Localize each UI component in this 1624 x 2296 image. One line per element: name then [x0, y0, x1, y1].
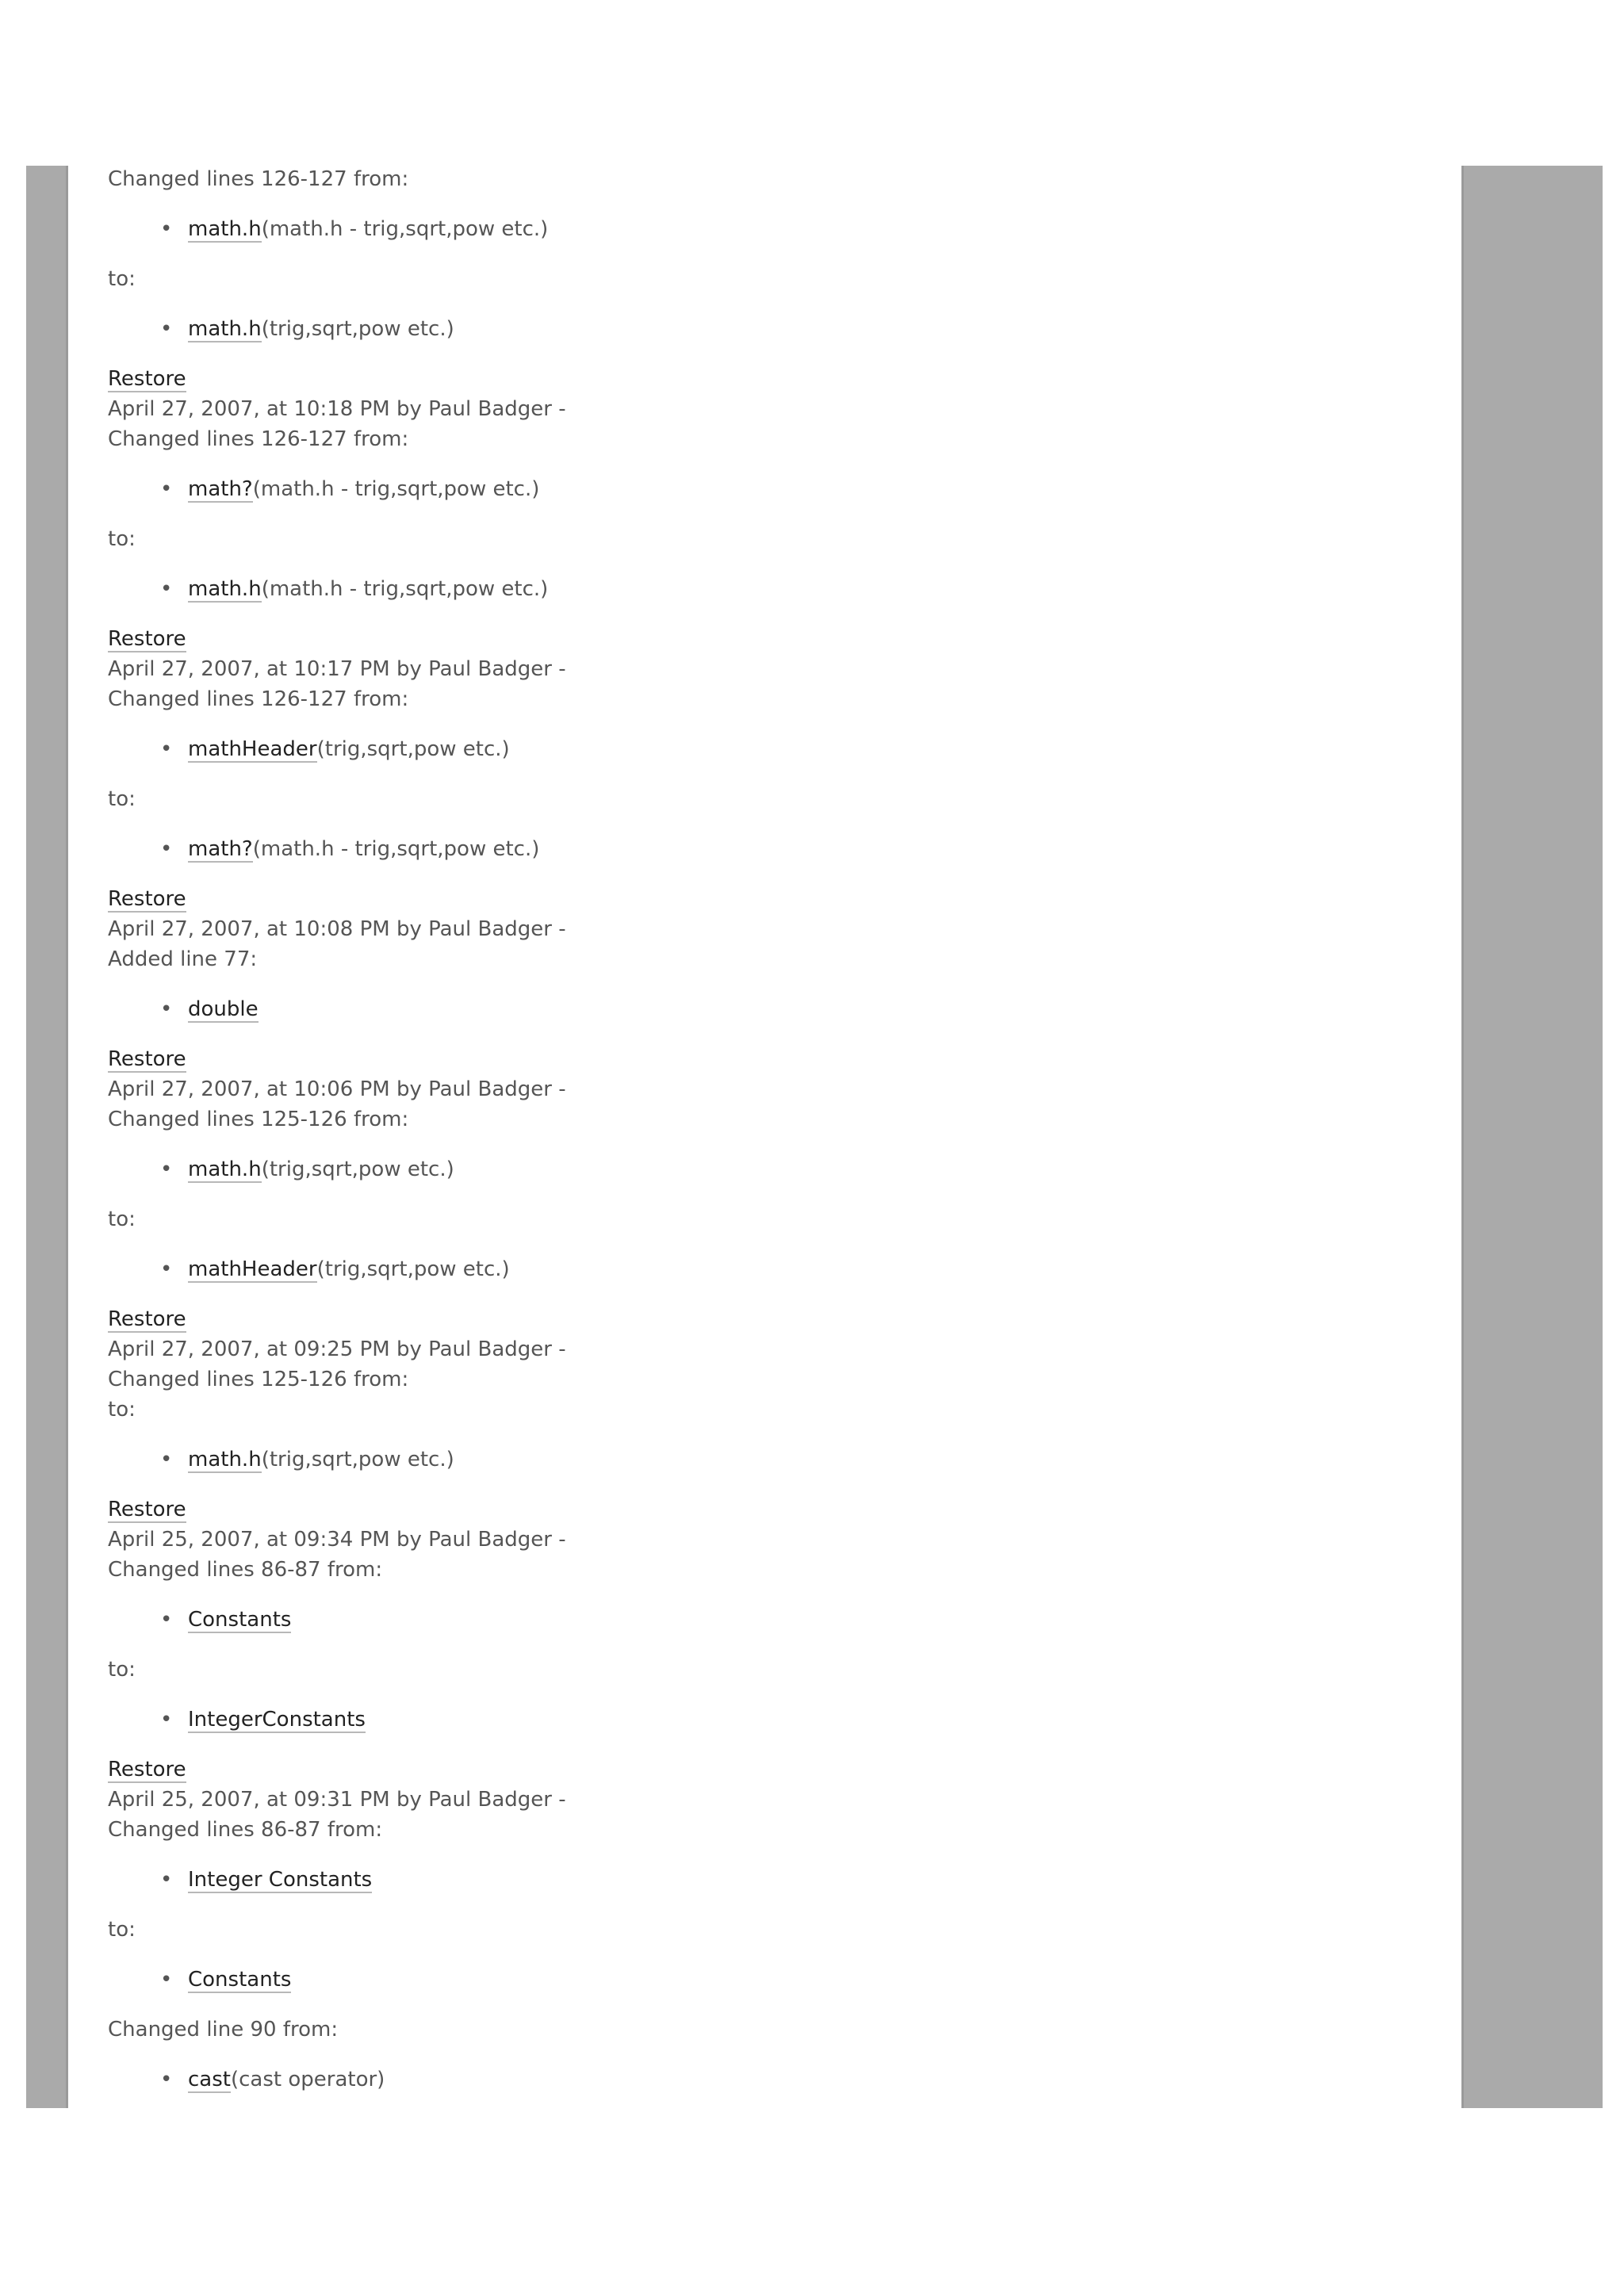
list-item: [108, 1154, 1440, 1184]
diff-to-list: [108, 834, 1440, 864]
to-label: to:: [108, 1658, 136, 1682]
bullet-icon: •: [160, 1868, 173, 1892]
list-item: [108, 314, 1440, 344]
diff-from-list: [108, 2064, 1440, 2095]
page-history-content: [108, 164, 1440, 2095]
item-description: (trig,sqrt,pow etc.): [316, 737, 510, 761]
item-description: (trig,sqrt,pow etc.): [316, 1257, 510, 1281]
revision-meta: April 27, 2007, at 10:17 PM by Paul Badger -: [108, 657, 566, 681]
wiki-link[interactable]: math.h: [188, 1448, 262, 1471]
bullet-icon: •: [160, 2068, 173, 2091]
wiki-link[interactable]: Constants: [188, 1608, 292, 1632]
history-entry: [108, 1525, 1440, 1785]
wiki-link[interactable]: cast: [188, 2068, 231, 2091]
to-label: to:: [108, 1207, 136, 1231]
item-description: (trig,sqrt,pow etc.): [261, 317, 454, 341]
diff-from-list: [108, 734, 1440, 764]
diff-to-list: [108, 1705, 1440, 1735]
diff-from-list: [108, 1154, 1440, 1184]
restore-link[interactable]: Restore: [108, 1047, 186, 1071]
diff-to-list: [108, 1254, 1440, 1284]
bullet-icon: •: [160, 1448, 173, 1471]
change-description: Changed lines 126-127 from:: [108, 687, 409, 711]
history-entry: [108, 1334, 1440, 1525]
revision-meta: April 27, 2007, at 10:06 PM by Paul Badger -: [108, 1077, 566, 1101]
item-description: (math.h - trig,sqrt,pow etc.): [252, 837, 540, 861]
bullet-icon: •: [160, 1158, 173, 1181]
list-item: [108, 1445, 1440, 1475]
wiki-link[interactable]: math?: [188, 837, 253, 861]
bullet-icon: •: [160, 737, 173, 761]
bullet-icon: •: [160, 577, 173, 601]
change-description: Changed lines 125-126 from:: [108, 1108, 409, 1131]
diff-to-list: [108, 1445, 1440, 1475]
restore-link[interactable]: Restore: [108, 1758, 186, 1781]
restore-link[interactable]: Restore: [108, 887, 186, 911]
wiki-link[interactable]: Constants: [188, 1968, 292, 1992]
right-sidebar-bar: [1461, 166, 1603, 2108]
revision-meta: April 27, 2007, at 10:08 PM by Paul Badger -: [108, 917, 566, 941]
diff-from-list: [108, 1605, 1440, 1635]
list-item: [108, 734, 1440, 764]
bullet-icon: •: [160, 217, 173, 241]
diff-to-list: [108, 314, 1440, 344]
bullet-icon: •: [160, 837, 173, 861]
history-entry: [108, 394, 1440, 654]
bullet-icon: •: [160, 1608, 173, 1632]
to-label: to:: [108, 1398, 136, 1422]
revision-meta: April 25, 2007, at 09:34 PM by Paul Badger -: [108, 1528, 566, 1552]
left-sidebar-bar: [26, 166, 68, 2108]
list-item: [108, 2064, 1440, 2095]
change-description: Changed lines 86-87 from:: [108, 1558, 383, 1582]
diff-from-list: [108, 474, 1440, 504]
history-entry: [108, 1074, 1440, 1334]
change-description: Changed lines 86-87 from:: [108, 1818, 383, 1842]
wiki-link[interactable]: mathHeader: [188, 1257, 317, 1281]
list-item: [108, 834, 1440, 864]
history-entry: [108, 164, 1440, 394]
history-entry: [108, 1785, 1440, 2095]
bullet-icon: •: [160, 1708, 173, 1732]
item-description: (math.h - trig,sqrt,pow etc.): [261, 217, 549, 241]
change-description: Changed lines 125-126 from:: [108, 1368, 409, 1391]
to-label: to:: [108, 267, 136, 291]
diff-from-list: [108, 214, 1440, 244]
change-description: Changed lines 126-127 from:: [108, 167, 409, 191]
item-description: (math.h - trig,sqrt,pow etc.): [252, 477, 540, 501]
diff-from-list: [108, 1865, 1440, 1895]
list-item: [108, 1605, 1440, 1635]
bullet-icon: •: [160, 477, 173, 501]
bullet-icon: •: [160, 1968, 173, 1992]
diff-to-list: [108, 1965, 1440, 1995]
bullet-icon: •: [160, 997, 173, 1021]
list-item: [108, 1705, 1440, 1735]
history-entry: [108, 914, 1440, 1074]
bullet-icon: •: [160, 317, 173, 341]
change-description: Changed lines 126-127 from:: [108, 427, 409, 451]
restore-link[interactable]: Restore: [108, 1498, 186, 1521]
diff-added-list: [108, 994, 1440, 1024]
wiki-link[interactable]: math.h: [188, 1158, 262, 1181]
to-label: to:: [108, 787, 136, 811]
wiki-link[interactable]: math.h: [188, 577, 262, 601]
item-description: (math.h - trig,sqrt,pow etc.): [261, 577, 549, 601]
list-item: [108, 994, 1440, 1024]
wiki-link[interactable]: math?: [188, 477, 253, 501]
item-description: (trig,sqrt,pow etc.): [261, 1448, 454, 1471]
list-item: [108, 1254, 1440, 1284]
item-description: (cast operator): [230, 2068, 385, 2091]
history-entry: [108, 654, 1440, 914]
wiki-link[interactable]: math.h: [188, 317, 262, 341]
revision-meta: April 27, 2007, at 10:18 PM by Paul Badger -: [108, 397, 566, 421]
change-description: Added line 77:: [108, 947, 258, 971]
change-description: Changed line 90 from:: [108, 2018, 339, 2042]
restore-link[interactable]: Restore: [108, 1307, 186, 1331]
wiki-link[interactable]: Integer Constants: [188, 1868, 373, 1892]
restore-link[interactable]: Restore: [108, 627, 186, 651]
wiki-link[interactable]: double: [188, 997, 259, 1021]
to-label: to:: [108, 1918, 136, 1942]
list-item: [108, 474, 1440, 504]
wiki-link[interactable]: math.h: [188, 217, 262, 241]
restore-link[interactable]: Restore: [108, 367, 186, 391]
diff-to-list: [108, 574, 1440, 604]
to-label: to:: [108, 527, 136, 551]
list-item: [108, 1965, 1440, 1995]
revision-meta: April 25, 2007, at 09:31 PM by Paul Badger -: [108, 1788, 566, 1812]
revision-meta: April 27, 2007, at 09:25 PM by Paul Badger -: [108, 1337, 566, 1361]
list-item: [108, 574, 1440, 604]
list-item: [108, 1865, 1440, 1895]
list-item: [108, 214, 1440, 244]
item-description: (trig,sqrt,pow etc.): [261, 1158, 454, 1181]
bullet-icon: •: [160, 1257, 173, 1281]
wiki-link[interactable]: IntegerConstants: [188, 1708, 366, 1732]
wiki-link[interactable]: mathHeader: [188, 737, 317, 761]
